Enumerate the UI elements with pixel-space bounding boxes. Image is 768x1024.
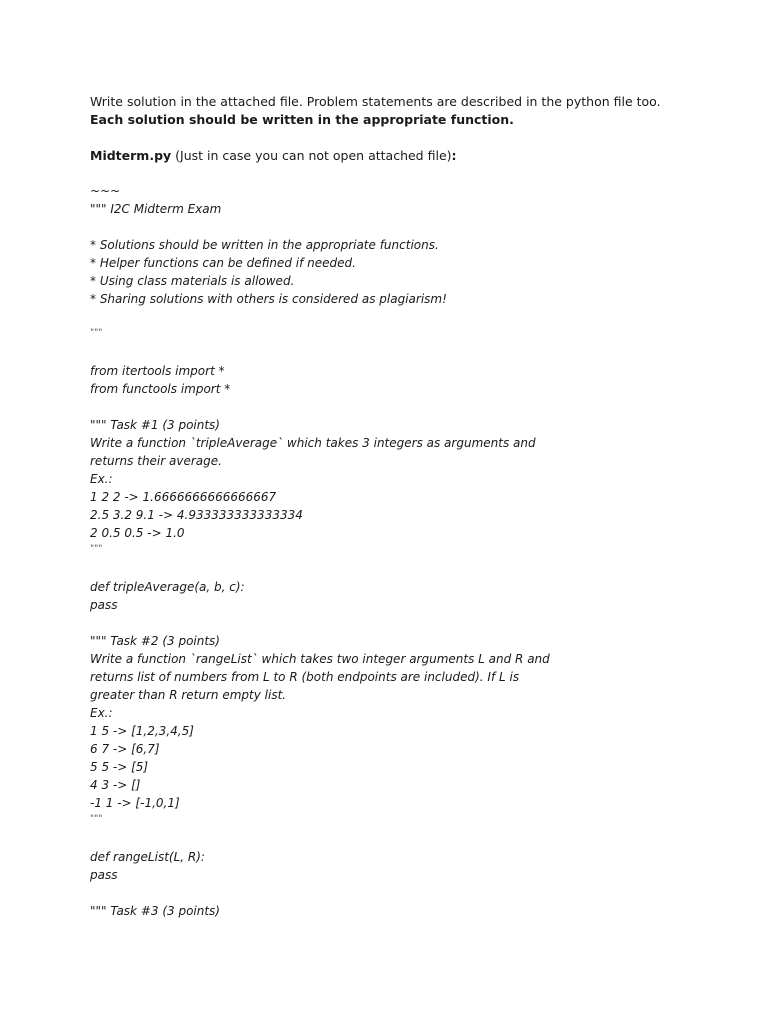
code-line: * Using class materials is allowed.: [90, 274, 295, 288]
code-line: """ I2C Midterm Exam: [90, 202, 222, 216]
code-line: def tripleAverage(a, b, c):: [90, 580, 245, 594]
code-line: """ Task #1 (3 points): [90, 418, 220, 432]
code-line: * Helper functions can be defined if needed.: [90, 256, 356, 270]
code-line: Write a function `tripleAverage` which takes 3 integers as arguments and: [90, 436, 536, 450]
file-name: Midterm.py: [90, 148, 172, 163]
file-heading: [90, 147, 690, 165]
code-line: returns their average.: [90, 454, 222, 468]
intro-text: Write solution in the attached file. Problem statements are described in the python file too.: [90, 94, 661, 109]
code-line: 5 5 -> [5]: [90, 760, 149, 774]
code-line: pass: [90, 598, 118, 612]
code-line: 1 2 2 -> 1.6666666666666667: [90, 490, 277, 504]
code-line: from itertools import *: [90, 364, 225, 378]
code-line: * Sharing solutions with others is considered as plagiarism!: [90, 292, 447, 306]
code-line: Ex.:: [90, 472, 113, 486]
code-line: returns list of numbers from L to R (both endpoints are included). If L is: [90, 670, 520, 684]
docstring-delimiter: """: [90, 814, 103, 824]
code-line: def rangeList(L, R):: [90, 850, 205, 864]
code-line: * Solutions should be written in the appropriate functions.: [90, 238, 439, 252]
code-line: """ Task #3 (3 points): [90, 904, 220, 918]
code-line: pass: [90, 868, 118, 882]
code-line: -1 1 -> [-1,0,1]: [90, 796, 180, 810]
intro-bold-text: Each solution should be written in the appropriate function.: [90, 112, 514, 127]
blank-line: [90, 308, 690, 326]
code-listing: [90, 182, 690, 920]
document-page: [90, 93, 690, 920]
blank-line: [90, 218, 690, 236]
intro-paragraph: [90, 93, 690, 129]
code-line: 2.5 3.2 9.1 -> 4.933333333333334: [90, 508, 303, 522]
code-line: """ Task #2 (3 points): [90, 634, 220, 648]
code-line: 2 0.5 0.5 -> 1.0: [90, 526, 185, 540]
code-line: greater than R return empty list.: [90, 688, 287, 702]
docstring-delimiter: """: [90, 328, 103, 338]
code-line: Ex.:: [90, 706, 113, 720]
code-line: ~~~: [90, 184, 121, 198]
code-line: from functools import *: [90, 382, 231, 396]
blank-line: [90, 560, 690, 578]
blank-line: [90, 344, 690, 362]
file-heading-colon: :: [451, 148, 457, 163]
blank-line: [90, 830, 690, 848]
blank-line: [90, 614, 690, 632]
code-line: 1 5 -> [1,2,3,4,5]: [90, 724, 194, 738]
blank-line: [90, 884, 690, 902]
docstring-delimiter: """: [90, 544, 103, 554]
code-line: 6 7 -> [6,7]: [90, 742, 160, 756]
blank-line: [90, 398, 690, 416]
file-note: (Just in case you can not open attached file): [171, 148, 452, 163]
code-line: Write a function `rangeList` which takes two integer arguments L and R and: [90, 652, 550, 666]
code-line: 4 3 -> []: [90, 778, 141, 792]
